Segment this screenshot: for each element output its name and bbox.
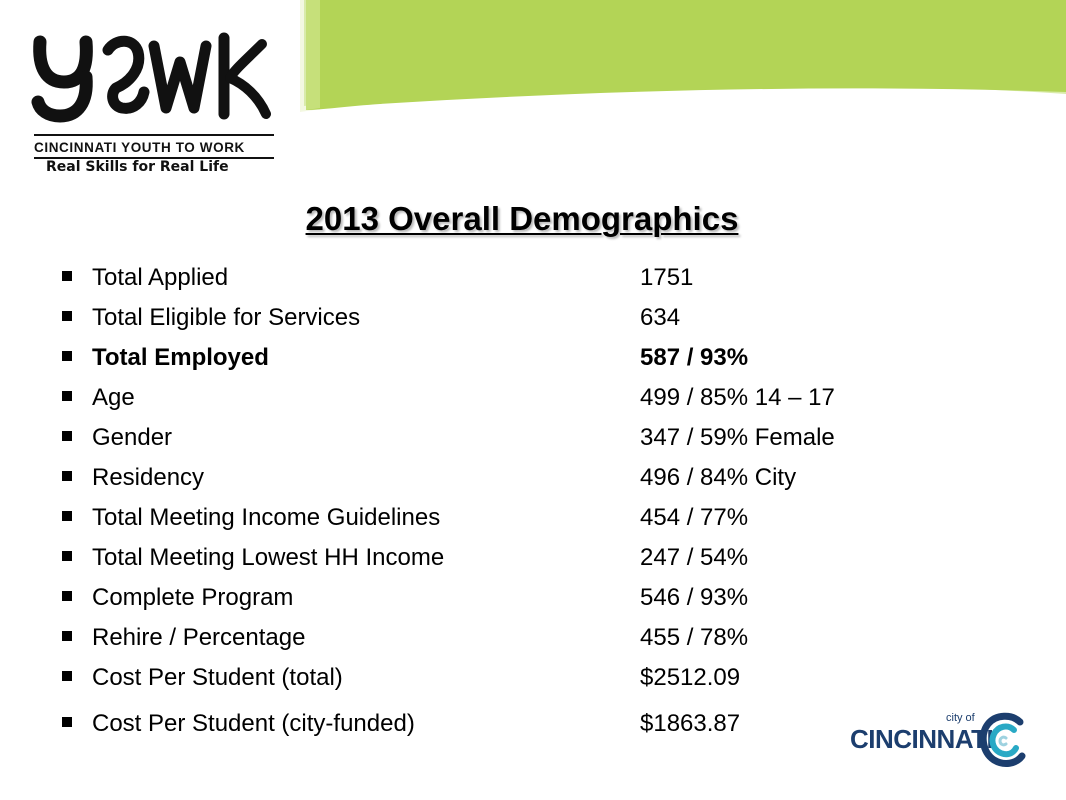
stat-value: $1863.87 — [640, 710, 741, 737]
stat-label: Rehire / Percentage — [92, 624, 306, 651]
logo-subtitle: CINCINNATI YOUTH TO WORK — [34, 140, 245, 155]
square-bullet-icon — [62, 351, 72, 361]
stat-row — [62, 418, 862, 458]
stat-label: Total Applied — [92, 264, 229, 291]
city-name: CINCINNATI — [850, 724, 994, 754]
stat-value: 587 / 93% — [640, 344, 749, 371]
stat-row — [62, 258, 862, 298]
city-of-cincinnati-logo — [850, 710, 1030, 774]
stat-row — [62, 378, 862, 418]
square-bullet-icon — [62, 471, 72, 481]
stats-list — [62, 258, 862, 744]
stat-label: Complete Program — [92, 584, 294, 611]
stat-label: Total Meeting Income Guidelines — [92, 504, 441, 531]
stat-label: Age — [92, 384, 135, 411]
stat-label: Cost Per Student (total) — [92, 664, 343, 691]
stat-label: Total Eligible for Services — [92, 304, 361, 331]
stat-value: 499 / 85% 14 – 17 — [640, 384, 835, 411]
stat-value: 1751 — [640, 264, 694, 291]
stat-label: Total Meeting Lowest HH Income — [92, 544, 445, 571]
page-title: 2013 Overall Demographics — [305, 200, 739, 237]
stat-label: Residency — [92, 464, 205, 491]
stat-row — [62, 298, 862, 338]
stat-value: 454 / 77% — [640, 504, 749, 531]
logo-tagline: Real Skills for Real Life — [46, 159, 229, 175]
square-bullet-icon — [62, 631, 72, 641]
square-bullet-icon — [62, 591, 72, 601]
stat-row — [62, 538, 862, 578]
yawk-logo — [30, 22, 280, 182]
stat-row — [62, 498, 862, 538]
stat-label: Cost Per Student (city-funded) — [92, 710, 415, 737]
stat-value: 247 / 54% — [640, 544, 749, 571]
logo-divider — [34, 134, 274, 136]
stat-value: $2512.09 — [640, 664, 741, 691]
stat-value: 347 / 59% Female — [640, 424, 835, 451]
square-bullet-icon — [62, 431, 72, 441]
square-bullet-icon — [62, 511, 72, 521]
stat-row — [62, 338, 862, 378]
square-bullet-icon — [62, 391, 72, 401]
square-bullet-icon — [62, 551, 72, 561]
stat-row — [62, 704, 862, 744]
stat-row — [62, 618, 862, 658]
square-bullet-icon — [62, 671, 72, 681]
city-of-text: city of — [946, 712, 975, 724]
stat-value: 455 / 78% — [640, 624, 749, 651]
stat-row — [62, 658, 862, 698]
stat-row — [62, 458, 862, 498]
stat-value: 496 / 84% City — [640, 464, 797, 491]
stat-row — [62, 578, 862, 618]
square-bullet-icon — [62, 271, 72, 281]
stat-value: 546 / 93% — [640, 584, 749, 611]
stat-value: 634 — [640, 304, 681, 331]
square-bullet-icon — [62, 717, 72, 727]
stat-label: Total Employed — [92, 344, 269, 371]
square-bullet-icon — [62, 311, 72, 321]
stat-label: Gender — [92, 424, 173, 451]
city-swirl-icon — [976, 710, 1030, 770]
yawk-wordmark-icon — [30, 22, 280, 132]
